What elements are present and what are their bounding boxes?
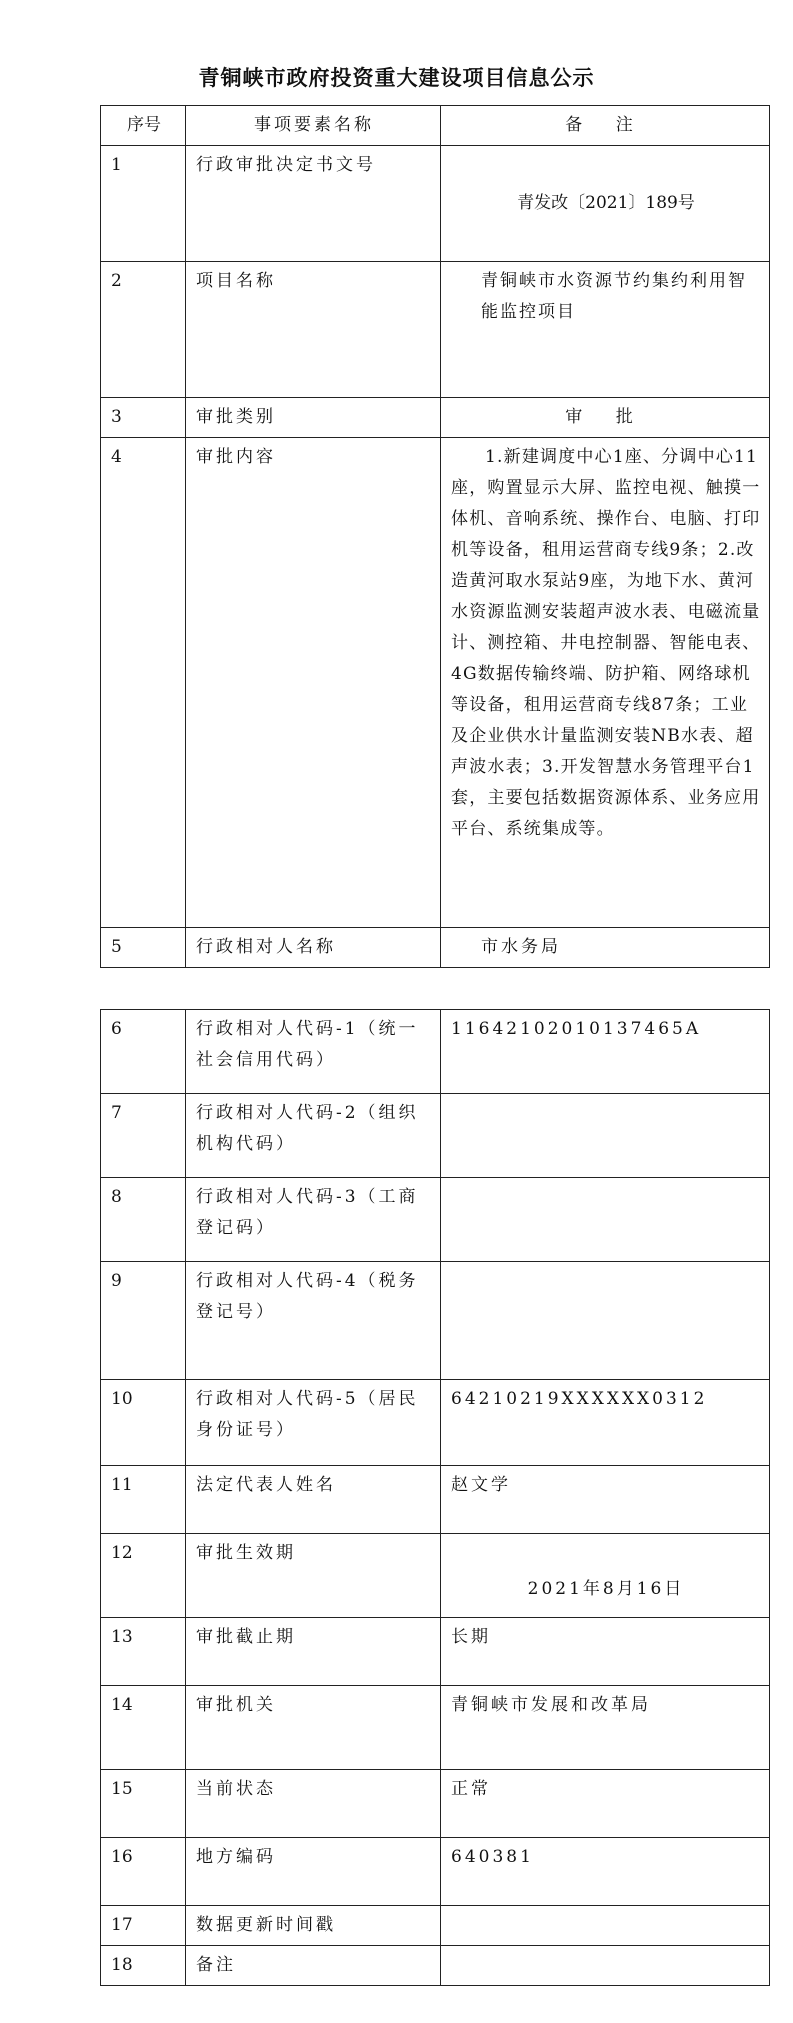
row-value: 审 批 [441, 398, 770, 438]
row-value [441, 1094, 770, 1178]
table-row [101, 1178, 770, 1262]
table-row [101, 1010, 770, 1094]
info-table-part-2 [100, 1009, 770, 1986]
row-value: 市水务局 [441, 928, 770, 968]
table-row [101, 928, 770, 968]
row-value [441, 1946, 770, 1986]
header-remark: 备 注 [441, 106, 770, 146]
table-header-row [101, 106, 770, 146]
table-row [101, 1534, 770, 1618]
page-title: 青铜峡市政府投资重大建设项目信息公示 [198, 66, 595, 90]
table-row [101, 1770, 770, 1838]
row-no: 12 [101, 1534, 186, 1618]
row-item-name: 行政相对人代码-5（居民身份证号） [186, 1380, 441, 1466]
row-no: 16 [101, 1838, 186, 1906]
row-item-name: 行政审批决定书文号 [186, 146, 441, 262]
row-item-name: 审批类别 [186, 398, 441, 438]
row-no: 5 [101, 928, 186, 968]
row-item-name: 审批生效期 [186, 1534, 441, 1618]
row-value [441, 1262, 770, 1380]
row-no: 4 [101, 438, 186, 928]
table-row [101, 438, 770, 928]
row-value: 青铜峡市发展和改革局 [441, 1686, 770, 1770]
row-no: 10 [101, 1380, 186, 1466]
table-row [101, 1380, 770, 1466]
table-row [101, 1618, 770, 1686]
row-item-name: 备注 [186, 1946, 441, 1986]
table-row [101, 1686, 770, 1770]
table-row [101, 398, 770, 438]
row-no: 6 [101, 1010, 186, 1094]
table-row [101, 262, 770, 398]
table-row [101, 1094, 770, 1178]
row-value [441, 1178, 770, 1262]
row-no: 13 [101, 1618, 186, 1686]
info-table-part-1 [100, 105, 770, 968]
row-item-name: 法定代表人姓名 [186, 1466, 441, 1534]
row-no: 14 [101, 1686, 186, 1770]
header-no: 序号 [101, 106, 186, 146]
row-value: 青发改〔2021〕189号 [441, 146, 770, 262]
row-no: 7 [101, 1094, 186, 1178]
row-value: 长期 [441, 1618, 770, 1686]
row-value: 2021年8月16日 [441, 1534, 770, 1618]
row-item-name: 数据更新时间戳 [186, 1906, 441, 1946]
row-no: 3 [101, 398, 186, 438]
row-no: 15 [101, 1770, 186, 1838]
row-item-name: 行政相对人代码-2（组织机构代码） [186, 1094, 441, 1178]
table-row [101, 1838, 770, 1906]
row-item-name: 审批内容 [186, 438, 441, 928]
row-no: 11 [101, 1466, 186, 1534]
row-value [441, 1906, 770, 1946]
row-no: 18 [101, 1946, 186, 1986]
row-item-name: 审批机关 [186, 1686, 441, 1770]
row-value: 青铜峡市水资源节约集约利用智能监控项目 [441, 262, 770, 398]
row-no: 8 [101, 1178, 186, 1262]
row-no: 1 [101, 146, 186, 262]
row-value: 64210219XXXXXX0312 [441, 1380, 770, 1466]
header-item-name: 事项要素名称 [186, 106, 441, 146]
row-no: 9 [101, 1262, 186, 1380]
row-item-name: 当前状态 [186, 1770, 441, 1838]
table-row [101, 1906, 770, 1946]
row-item-name: 审批截止期 [186, 1618, 441, 1686]
row-value: 赵文学 [441, 1466, 770, 1534]
row-item-name: 行政相对人名称 [186, 928, 441, 968]
row-no: 17 [101, 1906, 186, 1946]
row-value: 11642102010137465A [441, 1010, 770, 1094]
table-row [101, 1946, 770, 1986]
row-value: 正常 [441, 1770, 770, 1838]
approval-content: 1.新建调度中心1座、分调中心11座，购置显示大屏、监控电视、触摸一体机、音响系统、操作台、电脑、打印机等设备，租用运营商专线9条；2.改造黄河取水泵站9座，为地下水、黄河水资源监测安装超声波水表、电磁流量计、测控箱、井电控制器、智能电表、4G数据传输终端、防护箱、网络球机等设备，租用运营商专线87条；工业及企业供水计量监测安装NB水表、超声波水表；3.开发智慧水务管理平台1套，主要包括数据资源体系、业务应用平台、系统集成等。 [441, 438, 770, 928]
row-item-name: 行政相对人代码-3（工商登记码） [186, 1178, 441, 1262]
row-no: 2 [101, 262, 186, 398]
table-row [101, 146, 770, 262]
table-row [101, 1262, 770, 1380]
row-item-name: 行政相对人代码-4（税务登记号） [186, 1262, 441, 1380]
row-item-name: 行政相对人代码-1（统一社会信用代码） [186, 1010, 441, 1094]
row-item-name: 项目名称 [186, 262, 441, 398]
row-item-name: 地方编码 [186, 1838, 441, 1906]
table-row [101, 1466, 770, 1534]
row-value: 640381 [441, 1838, 770, 1906]
